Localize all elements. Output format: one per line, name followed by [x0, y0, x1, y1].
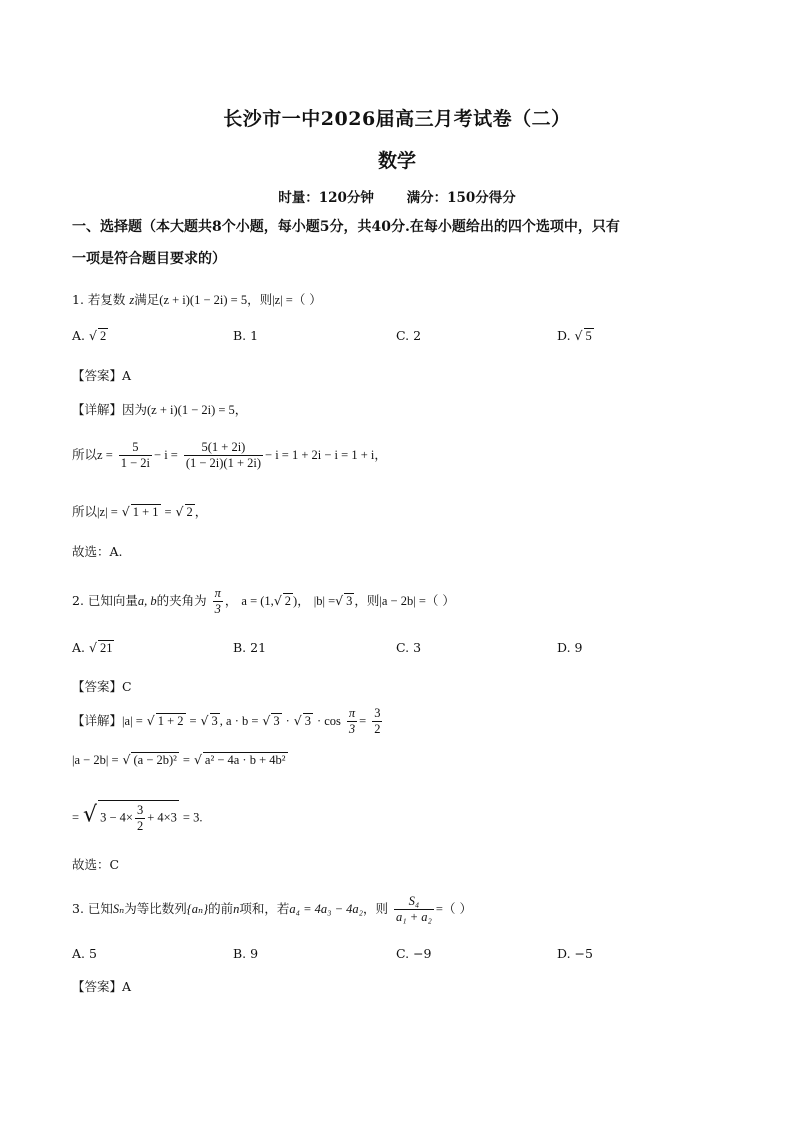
q3-condition: a₄ = 4a₃ − 4a₂	[289, 902, 364, 916]
q2-cond-b: |b| =	[313, 594, 336, 608]
q3-mid1: 为等比数列	[124, 901, 187, 916]
q3-eq: =	[435, 902, 443, 916]
q2-option-b: B. 21	[233, 640, 267, 655]
q2-d2-rad: (a − 2b)²	[133, 753, 177, 767]
q3-mid3: 项和，若	[239, 901, 290, 916]
sqrt-symbol: √	[273, 593, 282, 608]
q2-angle	[213, 586, 223, 617]
q2-vectors: a, b	[137, 594, 157, 608]
q2-detail-label: 【详解】	[72, 713, 123, 728]
q3-sn: Sₙ	[112, 902, 125, 916]
q2-cond-a: a = (1,	[241, 594, 274, 608]
q2-d1-rad: 1 + 2	[157, 714, 184, 728]
sqrt-symbol: √	[175, 504, 184, 519]
q2-d3-rad-a: 3 − 4×	[100, 810, 133, 825]
time-limit: 时量：120分钟	[278, 190, 374, 206]
q2-ask-expr: |a − 2b| =	[379, 594, 426, 608]
q2-answer: 【答案】C	[72, 679, 132, 694]
sqrt-symbol: √	[293, 713, 302, 728]
exam-meta	[0, 186, 794, 206]
frac-numerator: 5(1 + 2i)	[184, 440, 263, 456]
q1-ask-expr: |z| =	[272, 293, 293, 307]
q1-mid: 满足	[134, 292, 160, 307]
q1-step2-lhs: z =	[97, 448, 113, 462]
sqrt-symbol: √	[193, 752, 202, 767]
q1-step3-tail: ，	[194, 504, 208, 519]
q1-option-a	[72, 328, 108, 344]
q3-mid2: 的前	[208, 901, 234, 916]
q1-detail	[72, 400, 247, 418]
q2-choose: 故选：C	[72, 857, 120, 872]
q2-option-c: C. 3	[396, 640, 422, 655]
q1-step3-rad2: 2	[186, 505, 193, 519]
q1-option-a-value: 2	[99, 329, 107, 343]
q1-option-c: C. 2	[396, 328, 422, 343]
q1-option-d	[557, 328, 594, 344]
q2-paren: （ ）	[425, 593, 455, 608]
frac-numerator: S₄	[394, 894, 434, 910]
question-2	[72, 586, 455, 617]
q3-option-a: A. 5	[72, 946, 97, 961]
q1-option-a-label: A.	[72, 328, 86, 343]
q3-n: n	[233, 902, 240, 916]
q3-prefix: 3. 已知	[72, 901, 113, 916]
q2-option-a-value: 21	[99, 641, 113, 655]
q1-step3-eq: =	[164, 505, 172, 519]
q1-prefix: 1. 若复数	[72, 292, 126, 307]
q2-d1-frac	[347, 706, 357, 737]
q2-d1-frac2	[372, 706, 382, 737]
q2-cond-a-end: )	[293, 594, 298, 608]
q3-option-d: D. −5	[557, 946, 593, 961]
sqrt-symbol: √	[574, 328, 583, 343]
q2-mid2: ，	[224, 593, 238, 608]
q3-paren: （ ）	[442, 901, 472, 916]
q1-step2-tail: − i = 1 + 2i − i = 1 + i，	[265, 448, 387, 462]
full-score: 满分：150分得分	[406, 190, 516, 206]
q2-option-a-label: A.	[72, 640, 86, 655]
q1-step2-prefix: 所以	[72, 447, 98, 462]
q1-choose: 故选：A.	[72, 544, 123, 559]
frac-numerator: π	[348, 706, 356, 720]
section-heading-line2: 一项是符合题目要求的）	[72, 251, 226, 267]
sqrt-symbol: √	[121, 504, 130, 519]
subject-title: 数学	[377, 150, 416, 172]
sqrt-symbol: √	[89, 328, 97, 343]
q1-ask: ，则	[247, 292, 273, 307]
page-title: 长沙市一中2026届高三月考试卷（二）	[223, 108, 571, 130]
q1-step2-frac1	[119, 440, 152, 471]
q2-detail-line2	[72, 752, 288, 768]
sqrt-symbol: √	[335, 593, 344, 608]
q2-detail-line1	[72, 706, 384, 737]
q3-frac	[394, 894, 434, 925]
frac-denominator: 2	[136, 819, 144, 833]
q2-detail-line3	[72, 800, 202, 834]
q1-var: z	[129, 293, 135, 307]
q1-option-b: B. 1	[233, 328, 259, 343]
sqrt-symbol: √	[122, 752, 131, 767]
q1-step3-lhs: |z| =	[97, 505, 118, 519]
q1-option-d-label: D.	[557, 328, 571, 343]
q2-d1-eq: =	[359, 714, 367, 728]
sqrt-symbol: √	[262, 713, 271, 728]
q2-d2-rad2: a² − 4a · b + 4b²	[204, 753, 286, 767]
q2-d1-rad2: 3	[211, 714, 218, 728]
q2-ask: ，则	[354, 593, 380, 608]
frac-denominator: 3	[348, 722, 356, 736]
q2-d3-radicand	[98, 800, 179, 834]
q1-step2	[72, 440, 387, 471]
q3-option-b: B. 9	[233, 946, 259, 961]
q2-d1-dot: ·	[285, 714, 290, 728]
q2-mid3: ，	[297, 593, 310, 608]
q2-d2-lhs: |a − 2b| =	[72, 753, 119, 767]
q2-d3-frac	[135, 803, 145, 834]
question-1	[72, 290, 322, 308]
q2-option-d: D. 9	[557, 640, 583, 655]
q3-answer: 【答案】A	[72, 979, 132, 994]
q1-option-d-value: 5	[585, 329, 592, 343]
q2-d1-cos: · cos	[316, 714, 341, 728]
question-3	[72, 894, 472, 925]
q2-d2-eq: =	[182, 753, 190, 767]
frac-denominator: 1 − 2i	[120, 456, 151, 470]
q1-detail-line1: 因为(z + i)(1 − 2i) = 5，	[122, 403, 248, 417]
frac-numerator: 3	[136, 803, 144, 817]
frac-numerator: 3	[374, 706, 381, 720]
q1-step3-rad: 1 + 1	[132, 505, 159, 519]
q1-detail-label: 【详解】	[72, 402, 123, 417]
q2-d1-b: =	[189, 714, 197, 728]
q2-d3-eq: =	[72, 810, 80, 825]
q1-answer: 【答案】A	[72, 368, 132, 383]
q1-step2-mid: − i =	[154, 448, 178, 462]
q3-ask: ，则	[363, 901, 389, 916]
q2-prefix: 2. 已知向量	[72, 593, 138, 608]
q2-option-a	[72, 640, 114, 656]
frac-numerator: π	[214, 586, 221, 600]
q3-seq: {aₙ}	[186, 902, 209, 916]
q2-cond-a-rad: 2	[284, 594, 292, 608]
sqrt-symbol: √	[200, 713, 209, 728]
q1-step3-prefix: 所以	[72, 504, 98, 519]
frac-numerator: 5	[119, 440, 152, 456]
q2-d1-c: , a · b =	[219, 714, 259, 728]
q1-paren: （ ）	[292, 292, 322, 307]
frac-denominator: a₁ + a₂	[396, 910, 432, 924]
q2-d1-rad4: 3	[304, 714, 311, 728]
q2-d3-rad-b: + 4×3	[147, 810, 177, 825]
sqrt-symbol: √	[89, 640, 97, 655]
q3-option-c: C. −9	[396, 946, 432, 961]
frac-denominator: 3	[214, 602, 221, 616]
q1-condition: (z + i)(1 − 2i) = 5	[159, 293, 248, 307]
q2-d1-a: |a| =	[122, 714, 143, 728]
sqrt-symbol: √	[146, 713, 155, 728]
q2-d1-rad3: 3	[273, 714, 280, 728]
q1-step2-frac2	[184, 440, 263, 471]
section-heading-line1: 一、选择题（本大题共8个小题，每小题5分，共40分.在每小题给出的四个选项中，只有	[72, 219, 620, 235]
frac-denominator: (1 − 2i)(1 + 2i)	[185, 456, 262, 470]
sqrt-symbol: √	[83, 802, 98, 828]
q1-step3	[72, 502, 207, 520]
q2-mid1: 的夹角为	[156, 593, 207, 608]
q2-d3-tail: = 3.	[182, 810, 203, 825]
frac-denominator: 2	[374, 722, 381, 736]
q2-cond-b-rad: 3	[346, 594, 353, 608]
